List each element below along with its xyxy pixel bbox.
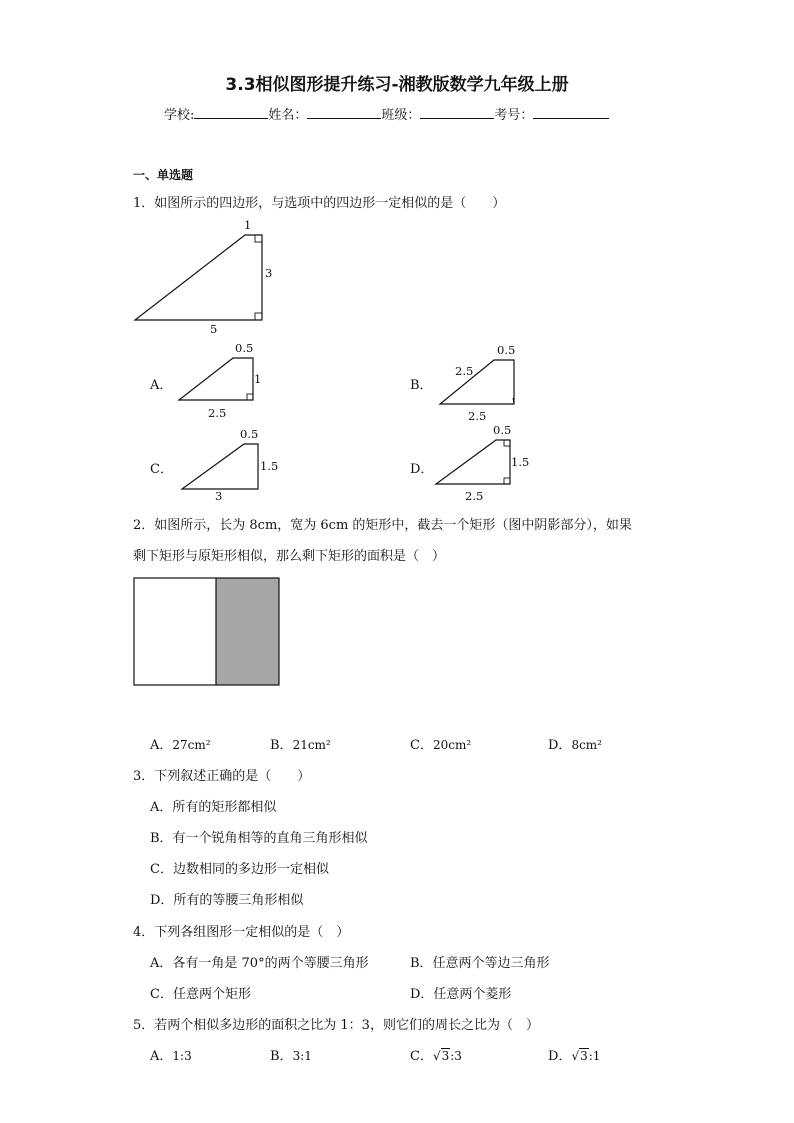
- q2-text-line2: 剩下矩形与原矩形相似，那么剩下矩形的面积是（ ）: [133, 549, 446, 564]
- q1-text: 1．如图所示的四边形，与选项中的四边形一定相似的是（ ）: [133, 196, 506, 211]
- q1-c-right-label: 1.5: [260, 459, 279, 473]
- q5-option-d-rest: :1: [588, 1049, 601, 1063]
- q5-option-b-value: 3:1: [292, 1049, 312, 1063]
- q2-option-b[interactable]: [270, 734, 331, 753]
- q1-option-a-letter[interactable]: A．: [150, 378, 173, 393]
- sqrt-symbol: √: [571, 1049, 580, 1063]
- q5-option-a[interactable]: [150, 1045, 192, 1064]
- q5-option-d[interactable]: [548, 1045, 600, 1064]
- q1-c-bottom-label: 3: [215, 489, 223, 503]
- q5-option-c[interactable]: [410, 1045, 462, 1064]
- q5-option-b[interactable]: [270, 1045, 312, 1064]
- q1-d-top-label: 0.5: [493, 423, 512, 437]
- q4-option-c[interactable]: C．任意两个矩形: [150, 987, 251, 1002]
- q2-option-c[interactable]: [410, 734, 471, 753]
- q3-text: 3．下列叙述正确的是（ ）: [133, 769, 311, 784]
- q3-option-d[interactable]: D．所有的等腰三角形相似: [150, 893, 304, 908]
- q2-shaded-rect: [216, 578, 279, 685]
- number-label: 考号：: [494, 108, 534, 123]
- q2-option-c-letter: C．: [410, 738, 433, 753]
- q1-option-c-letter[interactable]: C．: [150, 462, 173, 477]
- q1-b-slant-label: 2.5: [455, 364, 474, 378]
- q1-main-top-label: 1: [244, 218, 252, 232]
- sqrt-symbol: √: [432, 1049, 441, 1063]
- q1-option-d-letter[interactable]: D．: [410, 462, 434, 477]
- q5-option-d-letter: D．: [548, 1049, 572, 1064]
- q1-a-right-label: 1: [254, 372, 262, 386]
- q3-option-a[interactable]: A．所有的矩形都相似: [150, 800, 277, 815]
- q5-option-c-rest: :3: [450, 1049, 462, 1063]
- q5-option-d-radicand: 3: [580, 1049, 588, 1063]
- q1-a-bottom-label: 2.5: [208, 406, 227, 420]
- q5-option-a-letter: A．: [150, 1049, 173, 1064]
- q3-option-b[interactable]: B．有一个锐角相等的直角三角形相似: [150, 831, 368, 846]
- q4-option-d[interactable]: D．任意两个菱形: [410, 987, 512, 1002]
- q3-option-c[interactable]: C．边数相同的多边形一定相似: [150, 862, 329, 877]
- q1-b-top-label: 0.5: [497, 343, 516, 357]
- q2-option-d-letter: D．: [548, 738, 572, 753]
- q5-option-c-value: [433, 1048, 462, 1063]
- q5-option-c-letter: C．: [410, 1049, 433, 1064]
- q2-text-line1: 2．如图所示，长为 8cm，宽为 6cm 的矩形中，截去一个矩形（图中阴影部分），如果: [133, 518, 632, 533]
- q4-option-a[interactable]: A．各有一角是 70°的两个等腰三角形: [150, 956, 369, 971]
- q2-option-a-value: 27cm²: [172, 738, 211, 752]
- q1-b-bottom-label: 2.5: [468, 409, 487, 423]
- q2-option-b-letter: B．: [270, 738, 293, 753]
- q5-text: 5．若两个相似多边形的面积之比为 1：3，则它们的周长之比为（ ）: [133, 1018, 539, 1033]
- q5-option-a-value: 1:3: [172, 1049, 192, 1063]
- class-label: 班级：: [381, 108, 421, 123]
- q2-option-a[interactable]: [150, 734, 211, 753]
- q2-option-d[interactable]: [548, 734, 602, 753]
- q2-option-b-value: 21cm²: [292, 738, 331, 752]
- q1-main-right-label: 3: [265, 266, 273, 280]
- q1-main-bottom-label: 5: [210, 322, 218, 336]
- q1-c-top-label: 0.5: [240, 427, 259, 441]
- q2-option-a-letter: A．: [150, 738, 173, 753]
- q5-option-b-letter: B．: [270, 1049, 293, 1064]
- q2-option-d-value: 8cm²: [571, 738, 602, 752]
- q1-option-b-letter[interactable]: B．: [410, 378, 433, 393]
- q4-text: 4．下列各组图形一定相似的是（ ）: [133, 925, 350, 940]
- section-title: 一、单选题: [133, 168, 194, 182]
- q5-option-d-value: [571, 1048, 600, 1063]
- q2-option-c-value: 20cm²: [432, 738, 472, 752]
- q5-option-c-radicand: 3: [441, 1049, 450, 1063]
- name-label: 姓名：: [268, 108, 308, 123]
- page-title: 3.3相似图形提升练习-湘教版数学九年级上册: [225, 75, 569, 95]
- q4-option-b[interactable]: B．任意两个等边三角形: [410, 956, 550, 971]
- q1-a-top-label: 0.5: [235, 341, 254, 355]
- school-label: 学校:: [164, 108, 195, 123]
- q1-d-bottom-label: 2.5: [465, 489, 484, 503]
- q1-d-right-label: 1.5: [511, 455, 530, 469]
